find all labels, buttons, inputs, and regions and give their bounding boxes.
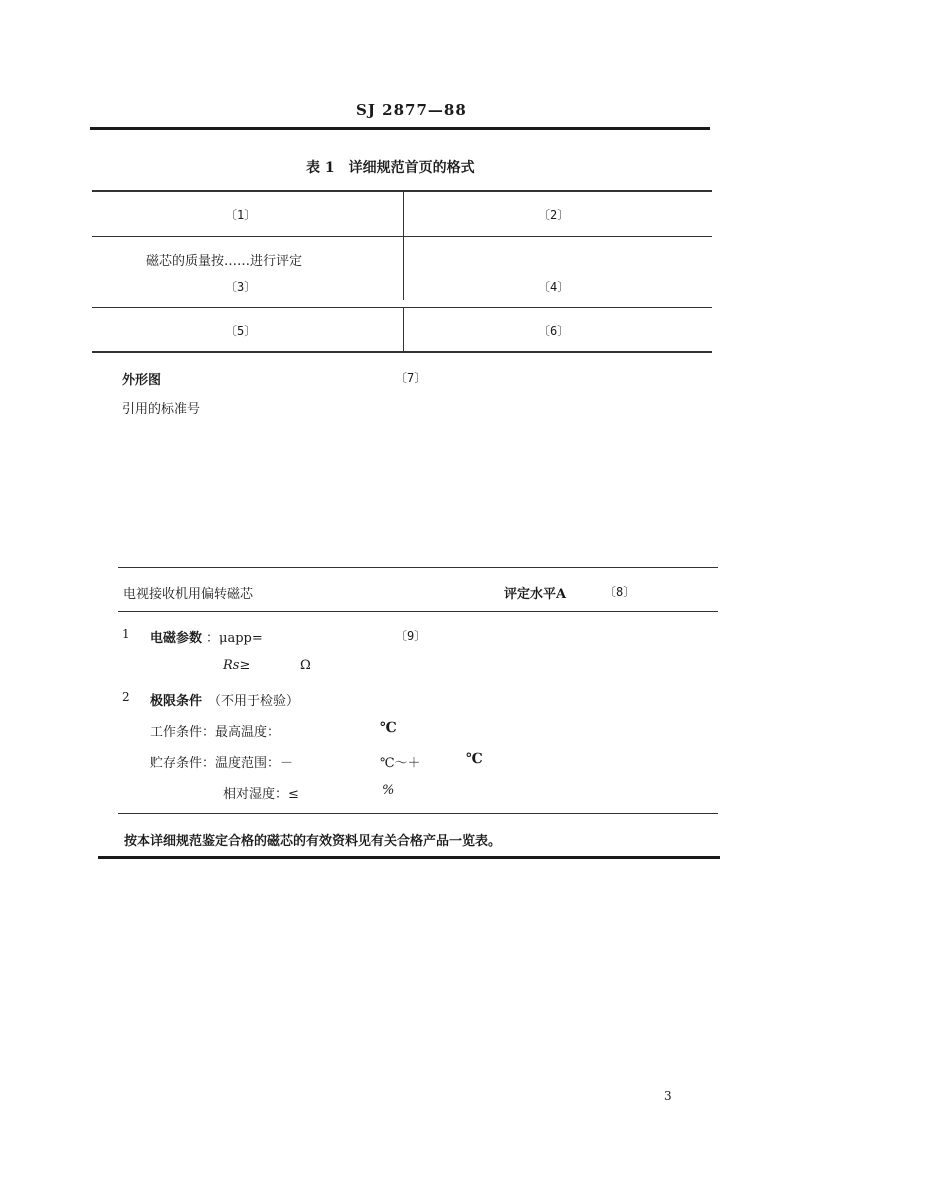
item-1-title: 电磁参数 bbox=[150, 631, 203, 646]
standard-number: SJ 2877—88 bbox=[356, 101, 467, 119]
item-1-number: 1 bbox=[122, 627, 130, 641]
cited-standards-label: 引用的标准号 bbox=[122, 402, 201, 417]
humidity-label: 相对湿度：≤ bbox=[223, 787, 299, 802]
cell-4: 〔4〕 bbox=[538, 280, 570, 294]
outline-label: 外形图 bbox=[122, 373, 162, 388]
rs-label: Rs≥ bbox=[223, 658, 251, 673]
core-name: 电视接收机用偏转磁芯 bbox=[123, 587, 254, 602]
ref-8: 〔8〕 bbox=[604, 585, 636, 599]
table-title: 表 1 详细规范首页的格式 bbox=[306, 160, 475, 176]
storage-temp-range: ℃～＋ bbox=[380, 756, 421, 771]
cell-1: 〔1〕 bbox=[225, 208, 257, 222]
grid-rule-3 bbox=[92, 307, 712, 308]
item-2-title: 极限条件 bbox=[150, 694, 203, 709]
cell-6: 〔6〕 bbox=[538, 324, 570, 338]
item-2-note: （不用于检验） bbox=[208, 694, 300, 709]
storage-condition-label: 贮存条件：温度范围：－ bbox=[150, 756, 294, 771]
ohm-unit: Ω bbox=[300, 658, 311, 673]
cell-5: 〔5〕 bbox=[225, 324, 257, 338]
grid-top-rule bbox=[92, 190, 712, 192]
work-temp-unit: ℃ bbox=[380, 720, 397, 736]
core-top-rule bbox=[118, 567, 718, 568]
ref-9: 〔9〕 bbox=[395, 629, 427, 643]
grid-rule-2 bbox=[92, 236, 712, 237]
humidity-unit: % bbox=[382, 783, 395, 798]
ref-7: 〔7〕 bbox=[395, 371, 427, 385]
header-rule bbox=[90, 127, 710, 130]
work-condition-label: 工作条件：最高温度： bbox=[150, 725, 281, 740]
grid-bottom-rule bbox=[92, 351, 712, 353]
cell-3: 〔3〕 bbox=[225, 280, 257, 294]
assessment-level: 评定水平A bbox=[504, 587, 567, 602]
assessment-text: 磁芯的质量按……进行评定 bbox=[146, 254, 303, 269]
mu-app-label: ：μapp= bbox=[206, 631, 263, 646]
item-2-number: 2 bbox=[122, 690, 130, 704]
cell-2: 〔2〕 bbox=[538, 208, 570, 222]
page-number: 3 bbox=[664, 1089, 672, 1103]
footer-note: 按本详细规范鉴定合格的磁芯的有效资料见有关合格产品一览表。 bbox=[124, 834, 502, 849]
storage-temp-unit: ℃ bbox=[466, 751, 483, 767]
footer-rule bbox=[98, 856, 720, 859]
grid-divider-upper bbox=[403, 192, 404, 300]
core-mid-rule bbox=[118, 611, 718, 612]
grid-divider-lower bbox=[403, 308, 404, 352]
params-bottom-rule bbox=[118, 813, 718, 814]
